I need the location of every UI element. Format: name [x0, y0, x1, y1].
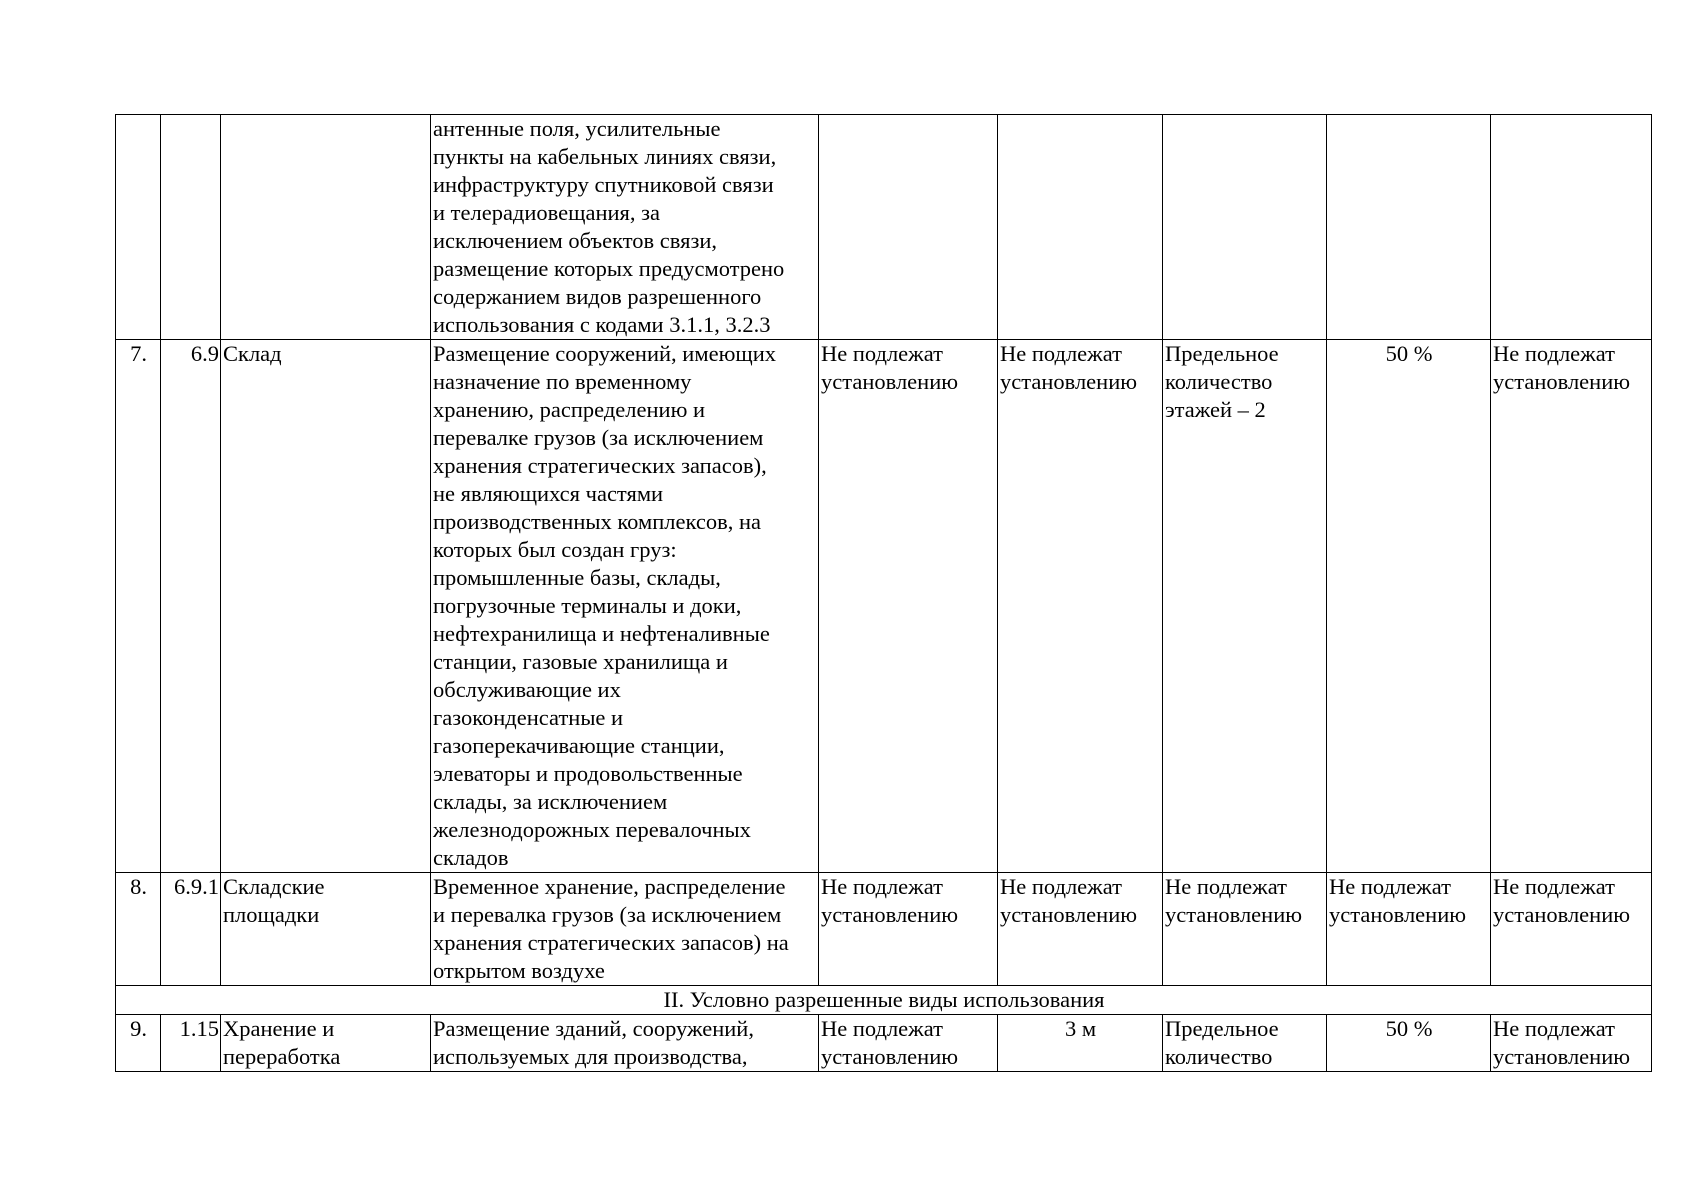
cell-col5 — [819, 115, 998, 340]
cell-num: 9. — [116, 1015, 161, 1072]
cell-col7: Предельное количество — [1163, 1015, 1327, 1072]
cell-col5: Не подлежат установлению — [819, 873, 998, 986]
cell-col8: 50 % — [1327, 340, 1491, 873]
section-heading-row — [116, 986, 1652, 1015]
cell-code: 1.15 — [161, 1015, 221, 1072]
cell-col6: Не подлежат установлению — [998, 873, 1163, 986]
cell-col9: Не подлежат установлению — [1491, 340, 1652, 873]
cell-col9 — [1491, 115, 1652, 340]
cell-col7: Предельное количество этажей – 2 — [1163, 340, 1327, 873]
cell-description: Размещение сооружений, имеющих назначение по временному хранению, распределению и перевалке грузов (за исключением хранения стратегических запасов), не являющихся частями производственных комплексов, на которых был создан груз: промышленные базы, склады, погрузочные терминалы и доки, нефтехранилища и нефтеналивные станции, газовые хранилища и обслуживающие их газоконденсатные и газоперекачивающие станции, элеваторы и продовольственные склады, за исключением железнодорожных перевалочных складов — [431, 340, 819, 873]
table-row-continuation — [116, 115, 1652, 340]
land-use-regulations-table — [115, 114, 1652, 1072]
cell-col9: Не подлежат установлению — [1491, 1015, 1652, 1072]
cell-col6 — [998, 115, 1163, 340]
cell-col8: 50 % — [1327, 1015, 1491, 1072]
cell-col7: Не подлежат установлению — [1163, 873, 1327, 986]
cell-code — [161, 115, 221, 340]
cell-code: 6.9.1 — [161, 873, 221, 986]
cell-name — [221, 115, 431, 340]
cell-description: антенные поля, усилительные пункты на кабельных линиях связи, инфраструктуру спутниковой связи и телерадиовещания, за исключением объектов связи, размещение которых предусмотрено содержанием видов разрешенного использования с кодами 3.1.1, 3.2.3 — [431, 115, 819, 340]
cell-col5: Не подлежат установлению — [819, 1015, 998, 1072]
cell-col6: 3 м — [998, 1015, 1163, 1072]
table-row — [116, 1015, 1652, 1072]
cell-col8 — [1327, 115, 1491, 340]
cell-num: 8. — [116, 873, 161, 986]
cell-num — [116, 115, 161, 340]
cell-col5: Не подлежат установлению — [819, 340, 998, 873]
cell-col6: Не подлежат установлению — [998, 340, 1163, 873]
cell-col8: Не подлежат установлению — [1327, 873, 1491, 986]
cell-name: Склад — [221, 340, 431, 873]
cell-code: 6.9 — [161, 340, 221, 873]
cell-description: Временное хранение, распределение и перевалка грузов (за исключением хранения стратегических запасов) на открытом воздухе — [431, 873, 819, 986]
cell-num: 7. — [116, 340, 161, 873]
cell-name: Складские площадки — [221, 873, 431, 986]
cell-name: Хранение и переработка — [221, 1015, 431, 1072]
cell-col9: Не подлежат установлению — [1491, 873, 1652, 986]
cell-col7 — [1163, 115, 1327, 340]
section-heading: II. Условно разрешенные виды использования — [116, 986, 1652, 1015]
cell-description: Размещение зданий, сооружений, используемых для производства, — [431, 1015, 819, 1072]
table-row — [116, 340, 1652, 873]
table-row — [116, 873, 1652, 986]
